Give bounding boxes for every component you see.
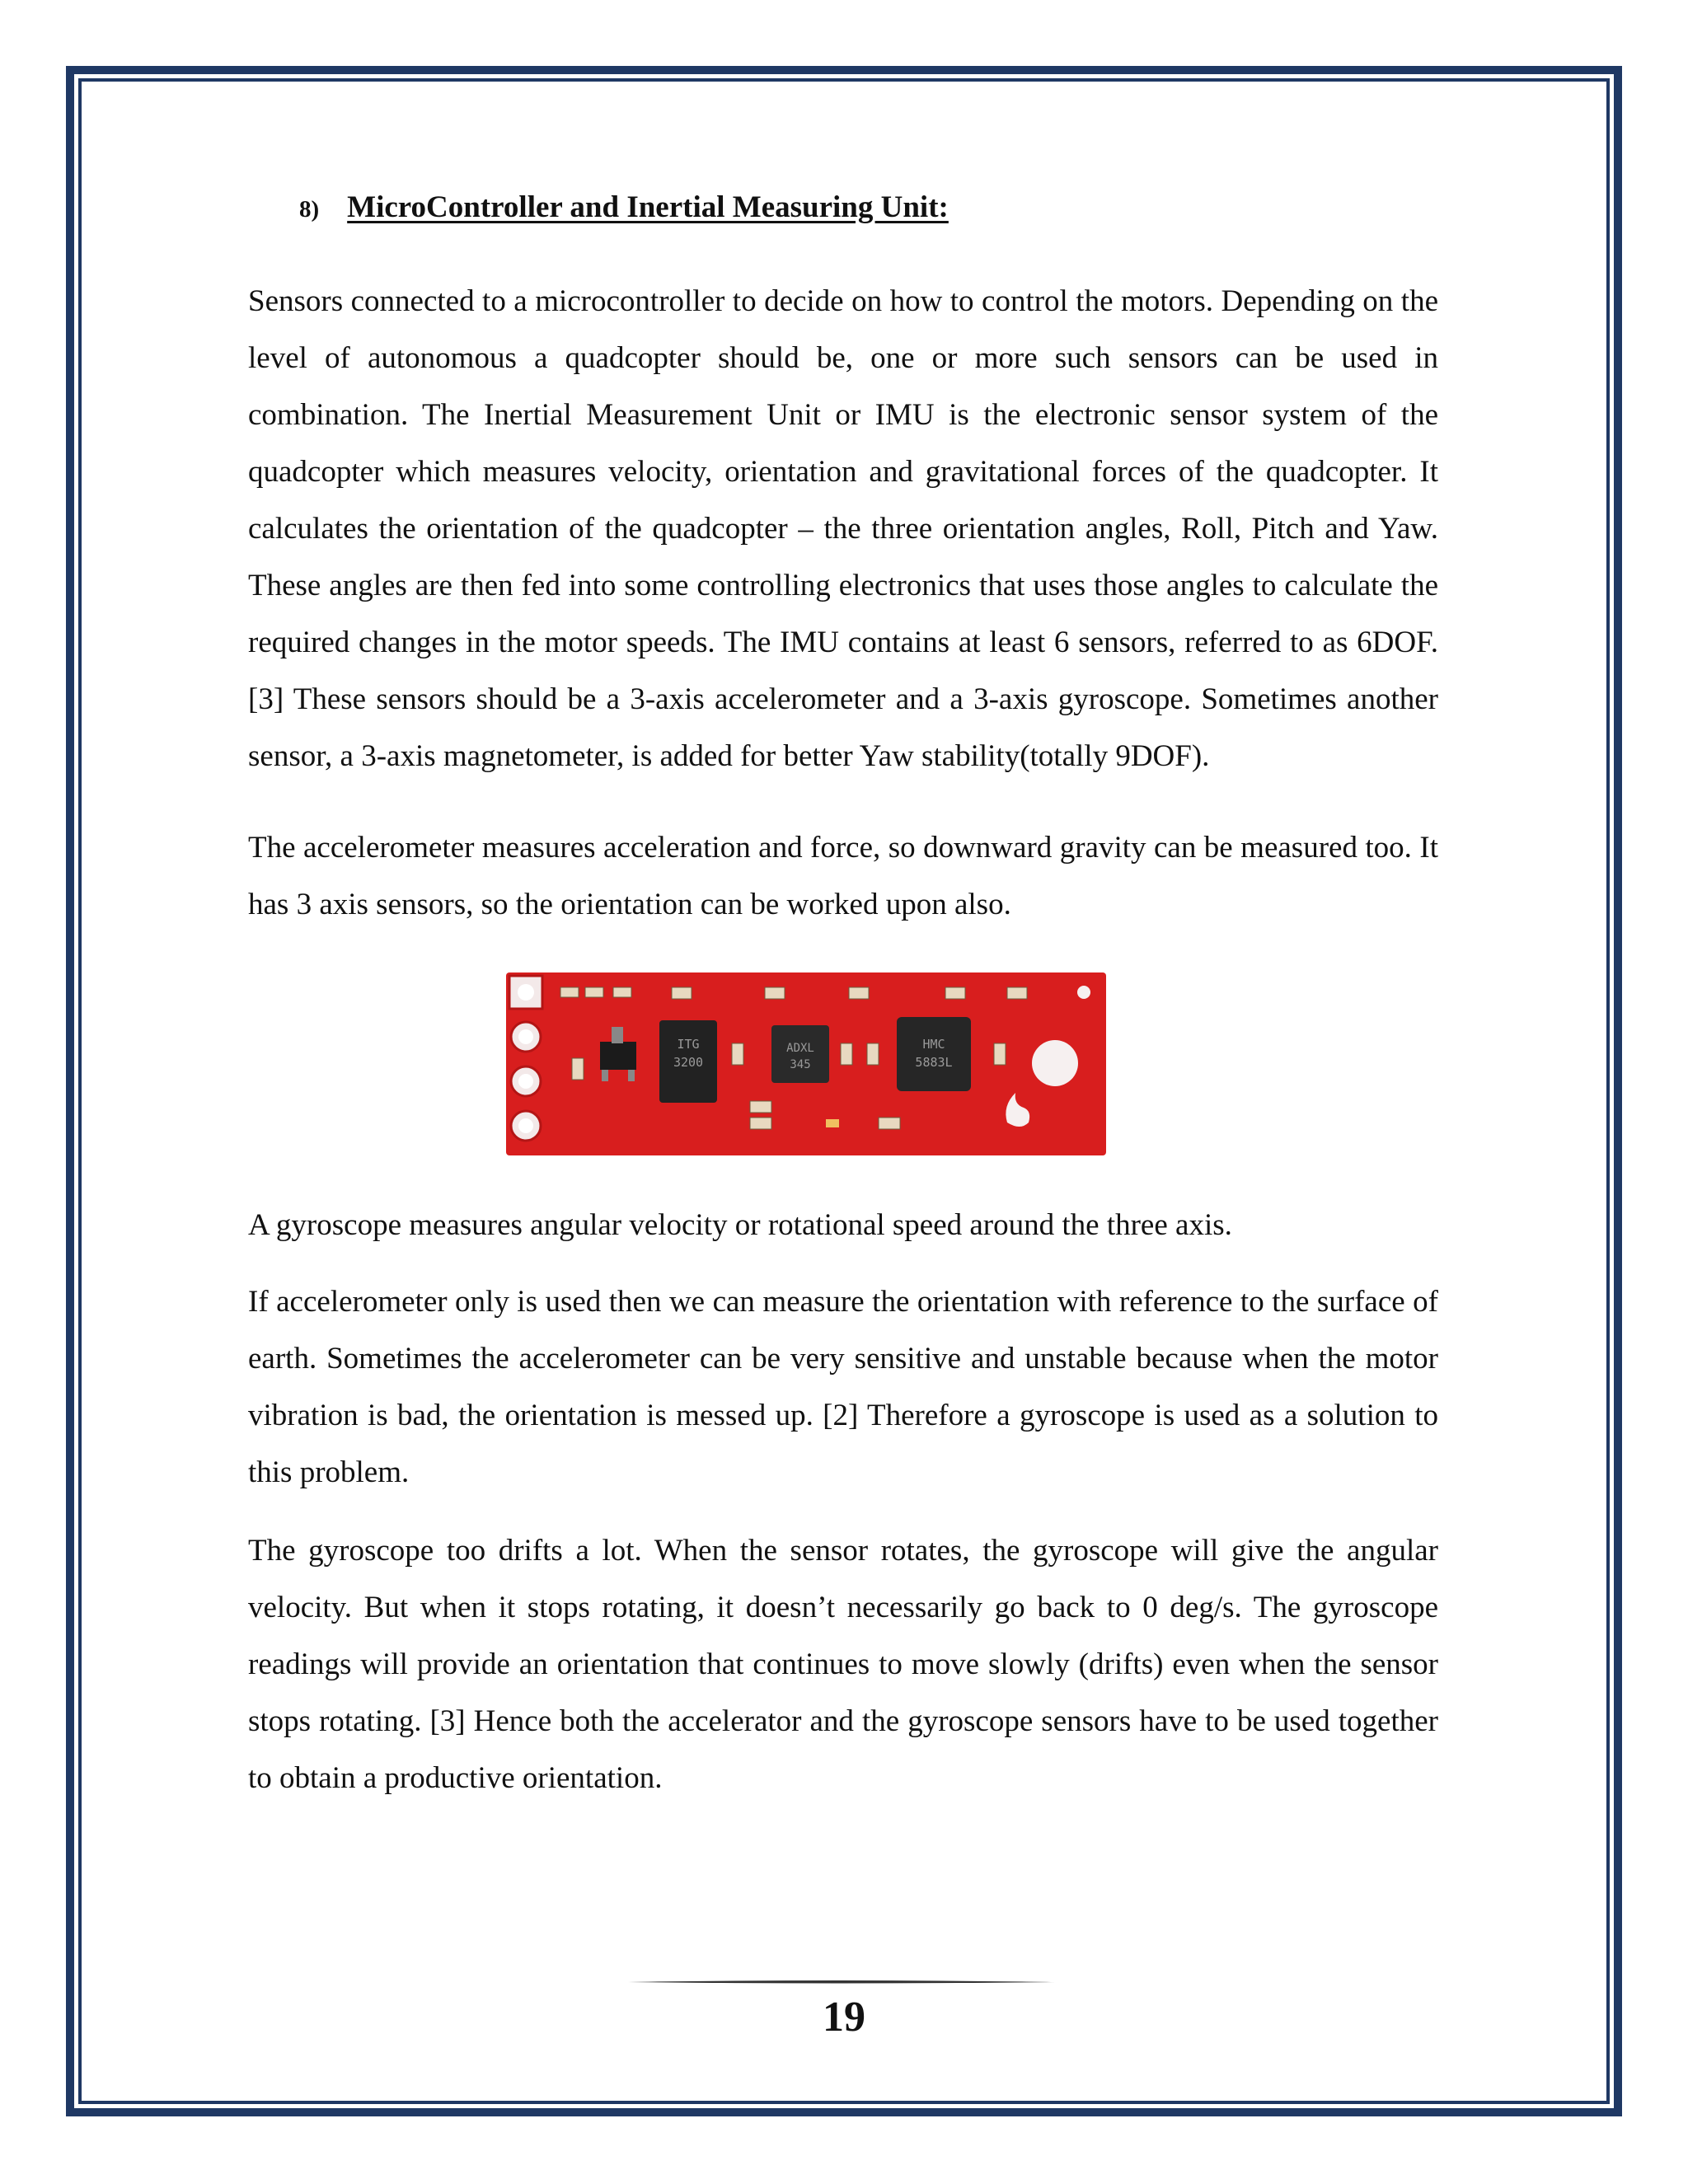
- chip-label: 3200: [673, 1055, 704, 1070]
- accelerometer-chip: [771, 1025, 829, 1083]
- gyroscope-chip: [659, 1020, 717, 1103]
- page-number: 19: [823, 1994, 865, 2041]
- section-number: 8): [299, 196, 320, 223]
- imu-board-image: [503, 966, 1113, 1164]
- regulator-chip: [600, 1042, 636, 1070]
- section-title: MicroController and Inertial Measuring Unit:: [347, 190, 949, 224]
- mounting-hole: [1032, 1040, 1078, 1086]
- led: [826, 1119, 839, 1127]
- paragraph-gyroscope-drift: The gyroscope too drifts a lot. When the sensor rotates, the gyroscope will give the angular velocity. But when it stops rotating, it doesn’t necessarily go back to 0 deg/s. The gyroscope readings will provide an orientation that continues to move slowly (drifts) even when the sensor stops rotating. [3] Hence both the accelerator and the gyroscope sensors have to be used together to obtain a productive orientation.: [248, 1534, 1438, 1795]
- chip-label: 345: [790, 1058, 811, 1071]
- paragraph-accelerometer: The accelerometer measures acceleration and force, so downward gravity can be measured too. It has 3 axis sensors, so the orientation can be worked upon also.: [248, 831, 1438, 921]
- paragraph-accelerometer-only: If accelerometer only is used then we can measure the orientation with reference to the surface of earth. Sometimes the accelerometer can be very sensitive and unstable because when the motor vibration is bad, the orientation is messed up. [2] Therefore a gyroscope is used as a solution to this problem.: [248, 1285, 1438, 1489]
- paragraph-imu-intro: Sensors connected to a microcontroller to decide on how to control the motors. Depending on the level of autonomous a quadcopter should be, one or more such sensors can be used in combination. The Inertial Measurement Unit or IMU is the electronic sensor system of the quadcopter which measures velocity, orientation and gravitational forces of the quadcopter. It calculates the orientation of the quadcopter – the three orientation angles, Roll, Pitch and Yaw. These angles are then fed into some controlling electronics that uses those angles to calculate the required changes in the motor speeds. The IMU contains at least 6 sensors, referred to as 6DOF. [3] These sensors should be a 3-axis accelerometer and a 3-axis gyroscope. Sometimes another sensor, a 3-axis magnetometer, is added for better Yaw stability(totally 9DOF).: [248, 284, 1438, 773]
- chip-label: ITG: [677, 1037, 700, 1052]
- magnetometer-chip: [897, 1017, 971, 1091]
- chip-label: 5883L: [915, 1055, 953, 1070]
- chip-label: HMC: [922, 1037, 945, 1052]
- paragraph-gyroscope: A gyroscope measures angular velocity or rotational speed around the three axis.: [248, 1208, 1232, 1242]
- section-heading: [299, 190, 1438, 225]
- imu-board-illustration: [503, 966, 1113, 1164]
- small-hole: [1077, 986, 1090, 999]
- chip-label: ADXL: [786, 1042, 814, 1055]
- footer-rule: [626, 1980, 1055, 1985]
- page-content: [248, 190, 1438, 1807]
